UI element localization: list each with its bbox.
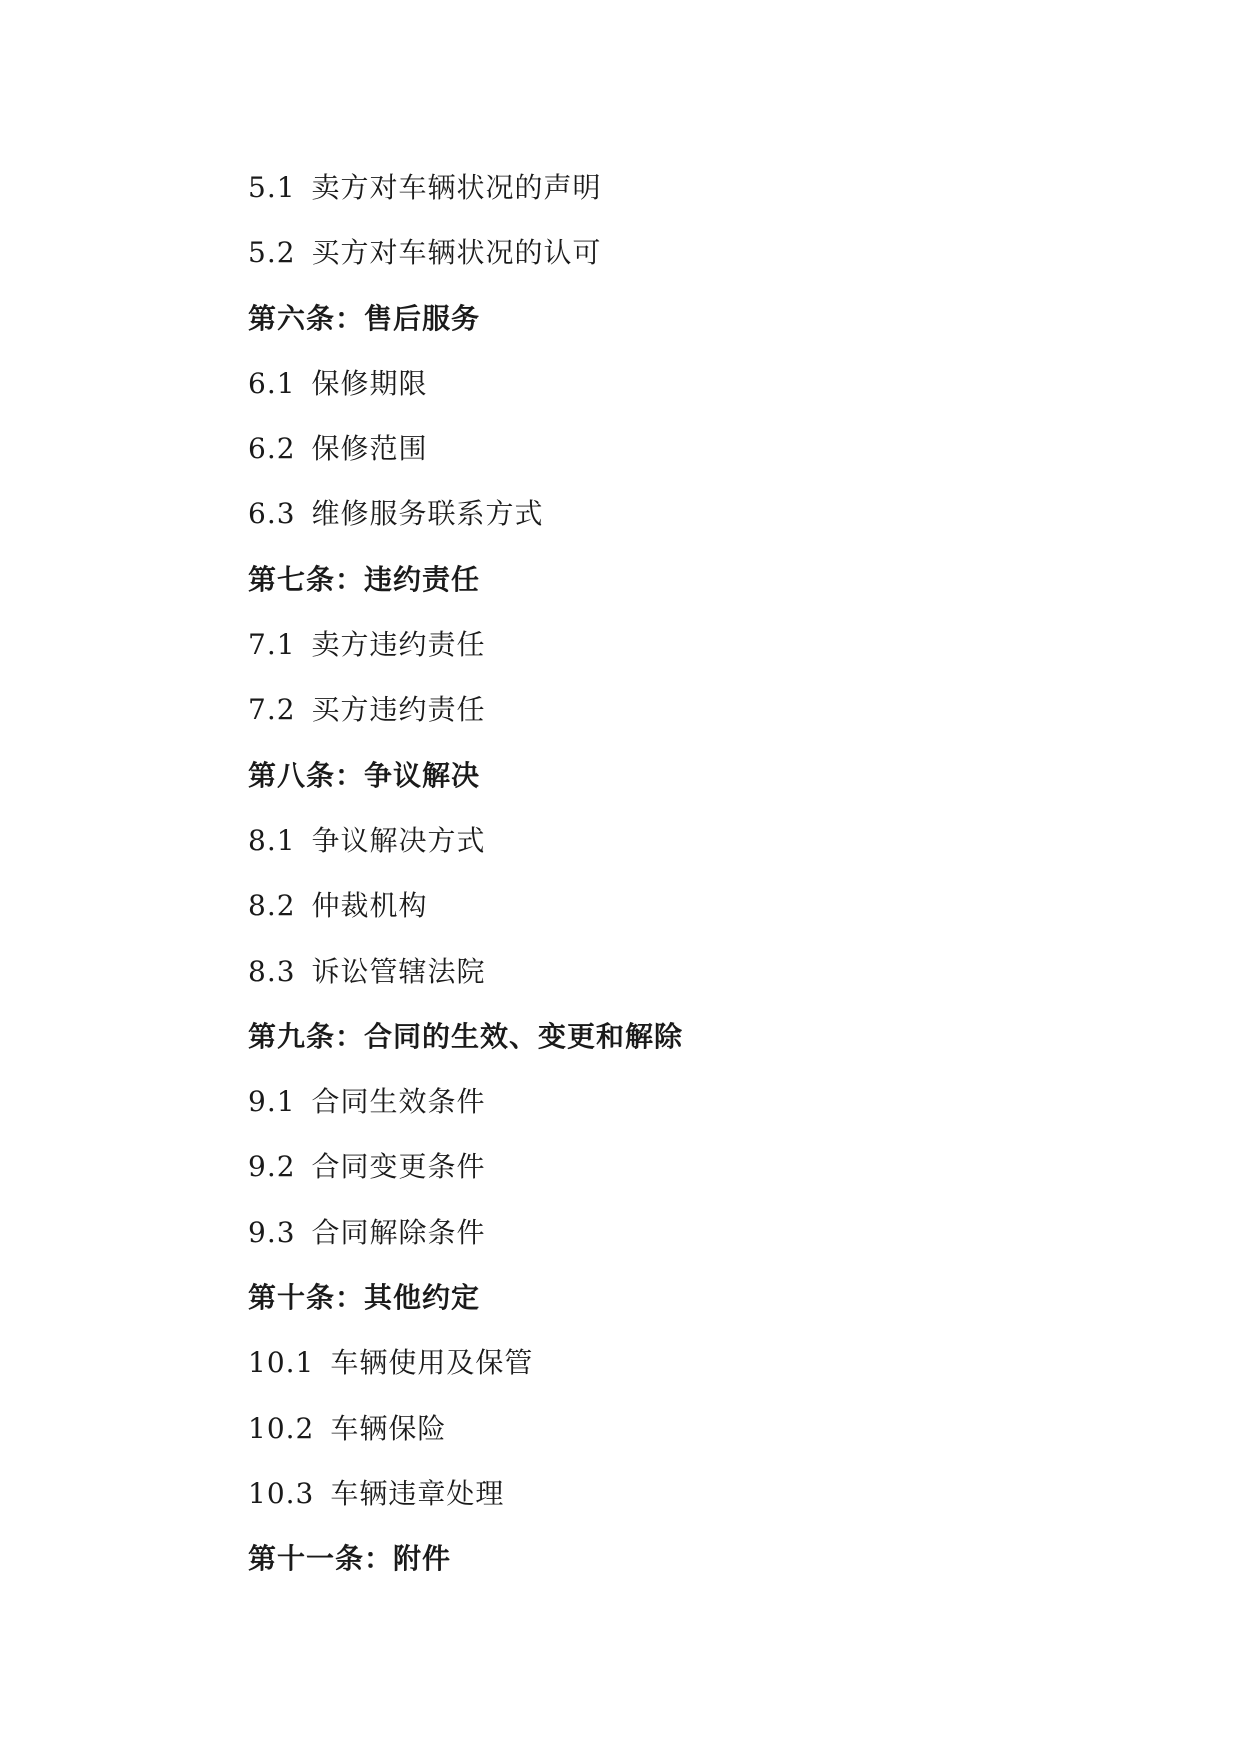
clause-5-2 <box>248 220 1008 285</box>
document-page <box>248 155 1008 1592</box>
clause-number: 9.2 <box>248 1150 296 1184</box>
clause-text: 车辆保险 <box>330 1411 447 1445</box>
clause-text: 合同变更条件 <box>311 1150 486 1184</box>
clause-text: 维修服务联系方式 <box>311 497 544 531</box>
clause-number: 9.3 <box>248 1215 296 1249</box>
clause-9-3 <box>248 1200 1008 1265</box>
clause-text: 买方违约责任 <box>311 693 486 727</box>
article-10-heading: 第十条：其他约定 <box>248 1281 481 1315</box>
clause-text: 保修期限 <box>311 366 428 400</box>
clause-number: 9.1 <box>248 1085 296 1119</box>
clause-text: 车辆违章处理 <box>330 1476 505 1510</box>
clause-text: 仲裁机构 <box>311 889 428 923</box>
clause-number: 5.2 <box>248 236 296 270</box>
clause-number: 7.2 <box>248 693 296 727</box>
clause-text: 买方对车辆状况的认可 <box>311 236 602 270</box>
clause-text: 合同生效条件 <box>311 1085 486 1119</box>
clause-number: 8.3 <box>248 954 296 988</box>
article-11-heading: 第十一条：附件 <box>248 1542 452 1576</box>
clause-text: 卖方违约责任 <box>311 628 486 662</box>
article-6-heading: 第六条：售后服务 <box>248 301 481 335</box>
clause-number: 6.2 <box>248 432 296 466</box>
clause-text: 卖方对车辆状况的声明 <box>311 171 602 204</box>
clause-number: 10.1 <box>248 1346 315 1380</box>
clause-number: 7.1 <box>248 628 296 662</box>
clause-6-2 <box>248 416 1008 481</box>
clause-text: 合同解除条件 <box>311 1215 486 1249</box>
clause-8-1 <box>248 808 1008 873</box>
article-7-heading: 第七条：违约责任 <box>248 562 481 596</box>
clause-number: 6.3 <box>248 497 296 531</box>
article-9-heading: 第九条：合同的生效、变更和解除 <box>248 1019 684 1053</box>
clause-number: 8.2 <box>248 889 296 923</box>
clause-10-1 <box>248 1330 1008 1395</box>
clause-number: 10.3 <box>248 1476 315 1510</box>
clause-text: 争议解决方式 <box>311 823 486 857</box>
clause-7-1 <box>248 612 1008 677</box>
clause-9-1 <box>248 1069 1008 1134</box>
clause-10-2 <box>248 1396 1008 1461</box>
clause-text: 车辆使用及保管 <box>330 1346 534 1380</box>
clause-6-1 <box>248 351 1008 416</box>
clause-6-3 <box>248 481 1008 546</box>
clause-text: 诉讼管辖法院 <box>311 954 486 988</box>
article-8-heading: 第八条：争议解决 <box>248 758 481 792</box>
clause-5-1 <box>248 155 1008 220</box>
clause-number: 5.1 <box>248 171 296 204</box>
clause-number: 10.2 <box>248 1411 315 1445</box>
clause-8-3 <box>248 939 1008 1004</box>
clause-10-3 <box>248 1461 1008 1526</box>
clause-7-2 <box>248 677 1008 742</box>
clause-number: 8.1 <box>248 823 296 857</box>
clause-number: 6.1 <box>248 366 296 400</box>
clause-text: 保修范围 <box>311 432 428 466</box>
clause-8-2 <box>248 873 1008 938</box>
clause-9-2 <box>248 1134 1008 1199</box>
